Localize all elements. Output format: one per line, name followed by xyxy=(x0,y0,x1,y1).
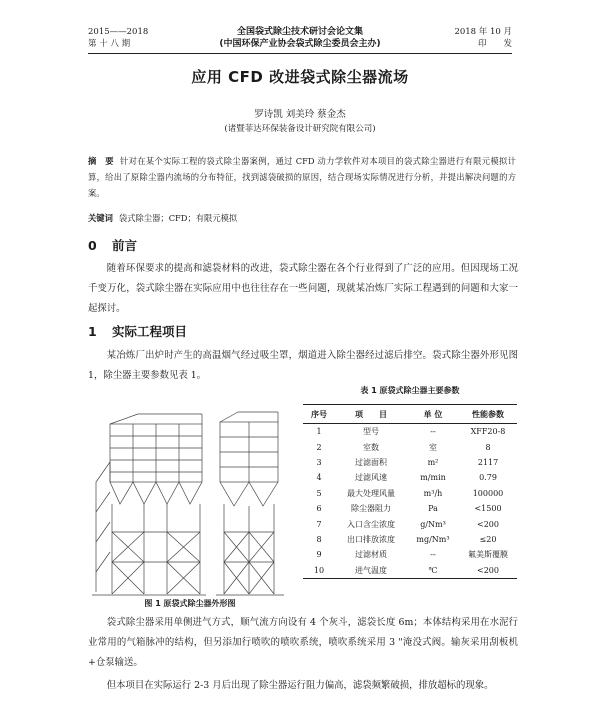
table-row xyxy=(303,486,517,501)
section-1-paragraph-1: 某冶炼厂出炉时产生的高温烟气经过吸尘罩，烟道进入除尘器经过滤后排空。袋式除尘器外形见图 1，除尘器主要参数见表 1。 xyxy=(88,350,518,381)
table-row xyxy=(303,470,517,485)
table-row xyxy=(303,501,517,516)
table-cell: 3 xyxy=(316,457,322,467)
table-cell: 6 xyxy=(316,504,322,514)
table-cell: XFF20-8 xyxy=(470,427,506,437)
table-row xyxy=(303,455,517,470)
section-1-number: 1 xyxy=(88,324,97,339)
table-row xyxy=(303,439,517,454)
table-row xyxy=(303,532,517,547)
paper-affiliation: (诸暨菲达环保装备设计研究院有限公司) xyxy=(224,124,376,134)
table-cell: 除尘器阻力 xyxy=(351,504,391,514)
header-cell: 序号 xyxy=(303,405,335,424)
table-cell: -- xyxy=(430,550,436,560)
section-0-title: 前言 xyxy=(112,238,138,253)
keywords xyxy=(88,212,516,224)
section-1-title: 实际工程项目 xyxy=(112,324,188,339)
table-cell: 室数 xyxy=(363,442,379,452)
abstract-text: 针对在某个实际工程的袋式除尘器案例，通过 CFD 动力学软件对本项目的袋式除尘器进行有限元模拟计算，给出了原除尘器内流场的分布特征，找到滤袋破损的原因，结合现场实际情况进行分析，并提出解决问题的方案。 xyxy=(88,156,516,198)
table-cell: 最大处理风量 xyxy=(347,488,395,498)
table-cell: 8 xyxy=(485,442,491,452)
table-cell: 出口排放浓度 xyxy=(347,534,395,544)
table-cell: 9 xyxy=(316,550,322,560)
table-cell: 过滤材质 xyxy=(355,550,387,560)
table-cell: m/min xyxy=(420,473,446,483)
table-caption: 表 1 原袋式除尘器主要参数 xyxy=(360,386,460,395)
paper-authors: 罗诗凯 刘美玲 蔡金杰 xyxy=(254,109,346,120)
keywords-label: 关键词 xyxy=(88,213,113,223)
table-cell: -- xyxy=(430,427,436,437)
table-cell: 100000 xyxy=(472,488,504,498)
table-cell: 4 xyxy=(316,473,322,483)
keywords-text: 袋式除尘器；CFD；有限元模拟 xyxy=(118,213,238,223)
parameters-table xyxy=(303,404,517,579)
table-cell: <200 xyxy=(477,519,499,529)
table-cell: Pa xyxy=(428,504,438,514)
table-row xyxy=(303,424,517,440)
header-cell: 项 目 xyxy=(335,405,407,424)
section-0-heading xyxy=(88,236,137,254)
table-cell: ≤20 xyxy=(479,534,497,544)
table-cell: 进气温度 xyxy=(335,563,407,579)
table-cell: 8 xyxy=(316,534,322,544)
header-cell: 单 位 xyxy=(407,405,459,424)
header-date: 2018 年 10 月 xyxy=(454,27,512,37)
table-cell: g/Nm³ xyxy=(420,519,446,529)
table-cell: mg/Nm³ xyxy=(416,534,450,544)
committee-line: (中国环保产业协会袋式除尘委员会主办) xyxy=(219,39,381,49)
table-cell: 1 xyxy=(316,427,322,437)
dust-collector-elevation-drawing xyxy=(88,392,288,604)
table-cell: m³/h xyxy=(423,488,443,498)
table-row xyxy=(303,547,517,562)
proceedings-title: 全国袋式除尘技术研讨会论文集 xyxy=(236,27,363,37)
section-0-number: 0 xyxy=(88,238,97,253)
section-1-paragraph-2: 袋式除尘器采用单侧进气方式，顺气流方向设有 4 个灰斗，滤袋长度 6m；本体结构采用在水泥行业常用的气箱脉冲的结构，但另添加行喷吹的喷吹系统，喷吹系统采用 3 "淹没式阀。输灰采用刮板机+仓泵输送。 xyxy=(88,617,518,668)
table-row xyxy=(303,516,517,531)
figure-caption: 图 1 原袋式除尘器外形图 xyxy=(144,599,236,608)
abstract xyxy=(88,153,516,201)
table-header-row xyxy=(303,405,517,424)
table-cell: 2117 xyxy=(477,457,499,467)
table-cell: 5 xyxy=(316,488,322,498)
table-cell: 室 xyxy=(429,442,437,452)
table-cell: 型号 xyxy=(363,427,379,437)
table-cell: 氟美斯覆膜 xyxy=(468,550,508,560)
table-cell: 过滤风速 xyxy=(355,473,387,483)
header-years: 2015——2018 xyxy=(88,27,149,37)
section-1-heading xyxy=(88,322,187,340)
table-cell: 10 xyxy=(303,563,335,579)
table-cell: 过滤面积 xyxy=(355,457,387,467)
table-cell: <200 xyxy=(459,563,517,579)
header-issue: 第 十 八 期 xyxy=(88,39,131,49)
abstract-label: 摘 要 xyxy=(88,156,114,166)
header-cell: 性能参数 xyxy=(459,405,517,424)
table-cell: 7 xyxy=(316,519,322,529)
table-cell: 0.79 xyxy=(479,473,497,483)
figure-dust-collector-drawing xyxy=(88,392,288,604)
table-cell: 入口含尘浓度 xyxy=(347,519,395,529)
table-cell: ℃ xyxy=(407,563,459,579)
header-right xyxy=(454,26,512,50)
section-1-paragraph-3: 但本项目在实际运行 2-3 月后出现了除尘器运行阻力偏高，滤袋频繁破损，排放超标的现象。 xyxy=(106,680,494,691)
table-cell: 2 xyxy=(316,442,322,452)
paper-title: 应用 CFD 改进袋式除尘器流场 xyxy=(191,68,409,86)
table-cell: m² xyxy=(427,457,439,467)
section-0-paragraph: 随着环保要求的提高和滤袋材料的改进，袋式除尘器在各个行业得到了广泛的应用。但因现场工况千变万化，袋式除尘器在实际应用中也往往存在一些问题，现就某冶炼厂实际工程遇到的问题和大家一起探讨。 xyxy=(88,263,518,314)
header-print: 印 发 xyxy=(477,39,512,49)
header-rule xyxy=(88,53,512,54)
table-cell: <1500 xyxy=(474,504,502,514)
table-row xyxy=(303,563,517,579)
